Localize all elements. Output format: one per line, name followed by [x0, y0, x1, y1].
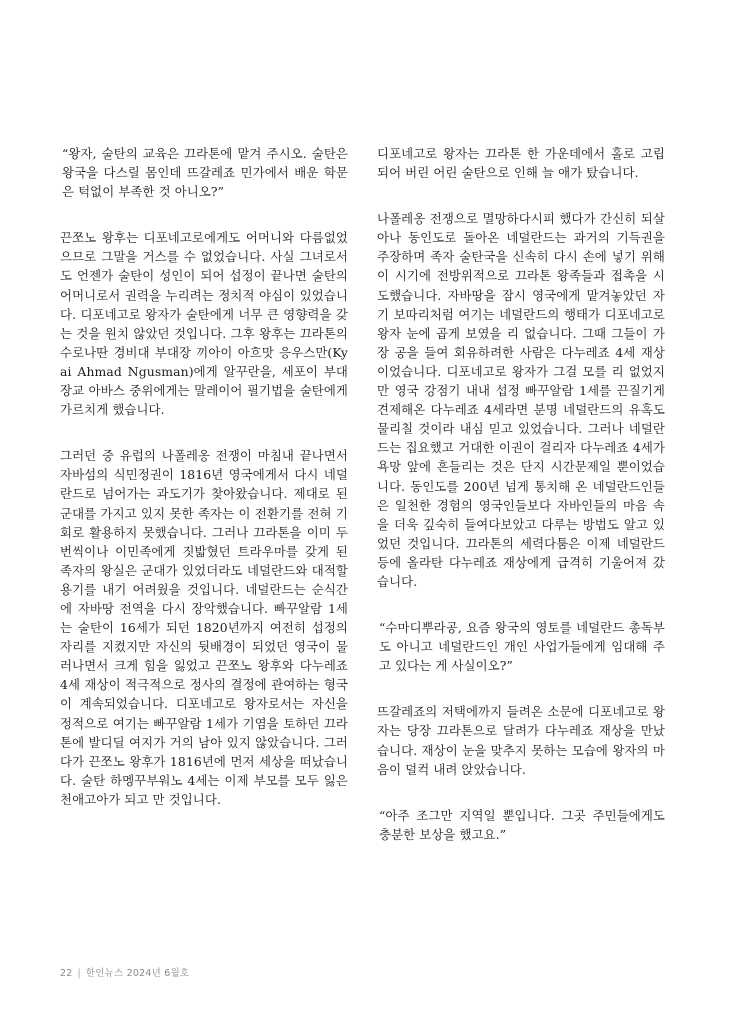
page-number: 22	[60, 968, 73, 979]
body-paragraph: 뜨갈레죠의 저택에까지 들려온 소문에 디포네고로 왕자는 당장 끄라톤으로 달려가 다누레죠 재상을 만났습니다. 재상이 눈을 맞추지 못하는 모습에 왕자의 마음이 덜컥 내려 앉았습니다.	[377, 704, 665, 777]
dialogue-quote: “수마디뿌라공, 요즘 왕국의 영토를 네덜란드 총독부도 아니고 네덜란드인 개인 사업가들에게 임대해 주고 있다는 게 사실이오?”	[379, 620, 665, 674]
left-column	[60, 144, 348, 836]
body-paragraph: 끈쪼노 왕후는 디포네고로에게도 어머니와 다름없었으므로 그말을 거스를 수 없었습니다. 사실 그녀로서도 언젠가 술탄이 성인이 되어 섭정이 끝나면 술탄의 어머니로서 권력을 누리려는 정치적 야심이 있었습니다. 디포네고로 왕자가 술탄에게 너무 큰 영향력을 갖는 것을 원치 않았던 것입니다. 그후 왕후는 끄라톤의 수로나딴 경비대 부대장 끼아이 아흐맛 응우스만(Kyai Ahmad Ngusman)에게 알꾸란을, 세포이 부대장교 아바스 중위에게는 말레이어 필기법을 술탄에게 가르치게 했습니다.	[60, 230, 348, 418]
page-footer	[60, 965, 189, 979]
body-paragraph: 그러던 중 유럽의 나폴레옹 전쟁이 마침내 끝나면서 자바섬의 식민정권이 1816년 영국에게서 다시 네덜란드로 넘어가는 과도기가 찾아왔습니다. 제대로 된 군대를 가지고 있지 못한 족자는 이 전환기를 전혀 기회로 활용하지 못했습니다. 그러나 끄라톤을 이미 두 번씩이나 이민족에게 짓밟혔던 트라우마를 갖게 된 족자의 왕실은 군대가 있었더라도 네덜란드와 대적할 용기를 내기 어려웠을 것입니다. 네덜란드는 순식간에 자바땅 전역을 다시 장악했습니다. 빠꾸알람 1세는 술탄이 16세가 되던 1820년까지 여전히 섭정의 자리를 지켰지만 자신의 뒷배경이 되었던 영국이 물러나면서 크게 힘을 잃었고 끈쪼노 왕후와 다누레죠 4세 재상이 적극적으로 정사의 결정에 관여하는 형국이 계속되었습니다. 디포네고로 왕자로서는 자신을 정적으로 여기는 빠꾸알람 1세가 기염을 토하던 끄라톤에 발디딜 여지가 거의 남아 있지 않았습니다. 그러다가 끈쪼노 왕후가 1816년에 먼저 세상을 떠났습니다. 술탄 하멩꾸부워노 4세는 이제 부모를 모두 잃은 천애고아가 되고 만 것입니다.	[60, 448, 348, 807]
publication-name: 한인뉴스 2024년 6월호	[85, 968, 190, 979]
body-paragraph: 디포네고로 왕자는 끄라톤 한 가운데에서 홀로 고립되어 버린 어린 술탄으로 인해 늘 애가 탔습니다.	[377, 146, 665, 181]
footer-separator: |	[77, 968, 81, 979]
dialogue-quote: “아주 조그만 지역일 뿐입니다. 그곳 주민들에게도 충분한 보상을 했고요.”	[379, 807, 665, 842]
body-paragraph: 나폴레옹 전쟁으로 멸망하다시피 했다가 간신히 되살아나 동인도로 돌아온 네덜란드는 과거의 기득권을 주장하며 족자 술탄국을 신속히 다시 손에 넣기 위해 이 시기에 전방위적으로 끄라톤 왕족들과 접촉을 시도했습니다. 자바땅을 잠시 영국에게 맡겨놓았던 자기 보따리처럼 여기는 네덜란드의 행태가 디포네고로 왕자 눈에 곱게 보였을 리 없습니다. 그때 그들이 가장 공을 들여 회유하려한 사람은 다누레죠 4세 재상이었습니다. 디포네고로 왕자가 그걸 모를 리 없었지만 영국 강점기 내내 섭정 빠꾸알람 1세를 끈질기게 견제해온 다누레죠 4세라면 분명 네덜란드의 유혹도 물리칠 것이라 내심 믿고 있었습니다. 그러나 네덜란드는 집요했고 거대한 이권이 걸리자 다누레죠 4세가 욕망 앞에 흔들리는 것은 단지 시간문제일 뿐이었습니다. 동인도를 200년 넘게 통치해 온 네덜란드인들은 일천한 경험의 영국인들보다 자바인들의 마음 속을 더욱 깊숙히 들여다보았고 다루는 방법도 알고 있었던 것입니다. 끄라톤의 세력다툼은 이제 네덜란드 등에 올라탄 다누레죠 재상에게 급격히 기울어져 갔습니다.	[377, 211, 665, 589]
opening-quote: “왕자, 술탄의 교육은 끄라톤에 맡겨 주시오. 술탄은 왕국을 다스릴 몸인데 뜨갈레죠 민가에서 배운 학문은 턱없이 부족한 것 아니오?”	[62, 146, 348, 200]
right-column	[377, 144, 665, 871]
